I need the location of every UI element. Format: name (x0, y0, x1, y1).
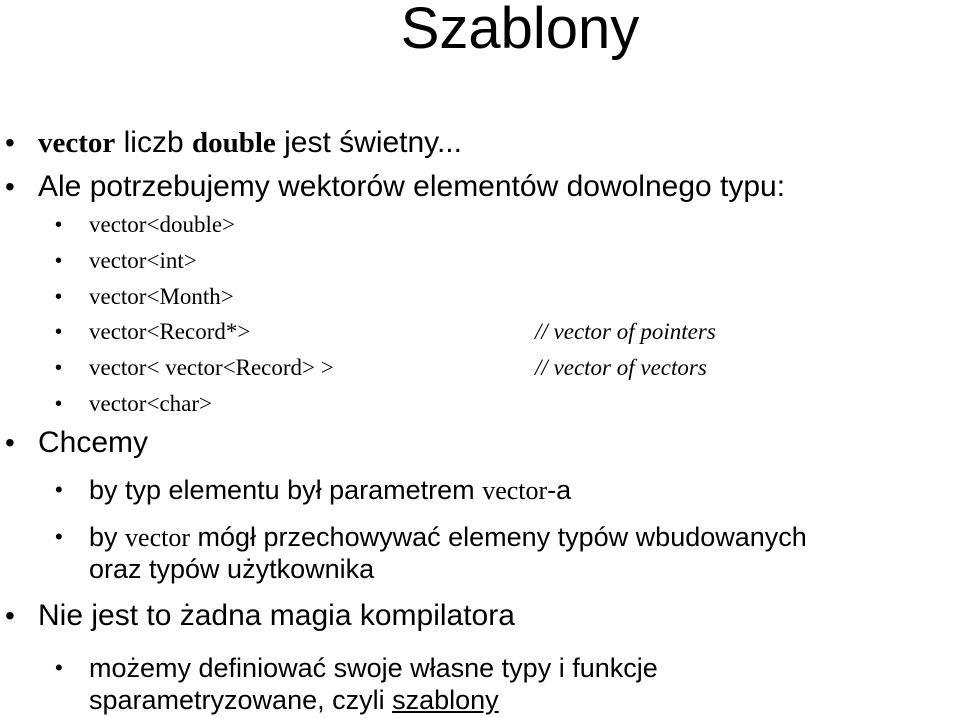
item-store-types-line2: oraz typów użytkownika (89, 554, 375, 584)
slide-title: Szablony (400, 0, 640, 61)
text: liczb (115, 126, 192, 159)
item-element-type-param (89, 474, 571, 507)
bullet-icon: • (55, 321, 63, 343)
link-szablony[interactable]: szablony (392, 685, 499, 715)
item-define-types-line2 (89, 684, 499, 716)
bullet-icon: • (55, 524, 63, 549)
bullet-icon: • (55, 214, 63, 236)
bullet-vector-double (38, 126, 462, 160)
item-store-types (89, 521, 807, 554)
text: by (89, 522, 126, 552)
bullet-icon: • (55, 357, 63, 379)
code-vector: vector (38, 127, 116, 159)
vector-int: vector<int> (89, 248, 197, 273)
bullet-icon: • (5, 171, 15, 202)
comment-vectors: // vector of vectors (535, 355, 707, 380)
bullet-icon: • (55, 655, 63, 680)
vector-month: vector<Month> (89, 284, 234, 309)
bullet-icon: • (55, 393, 63, 415)
bullet-icon: • (5, 600, 15, 631)
bullet-icon: • (55, 286, 63, 308)
vector-char: vector<char> (89, 391, 212, 416)
item-define-types: możemy definiować swoje własne typy i funkcje (89, 653, 658, 683)
vector-record-ptr: vector<Record*> (89, 319, 251, 344)
vector-double: vector<double> (89, 212, 236, 237)
comment-pointers: // vector of pointers (535, 319, 716, 344)
text: mógł przechowywać elemeny typów wbudowanych (190, 522, 807, 552)
vector-vector-record: vector< vector<Record> > (89, 355, 334, 380)
text: sparametryzowane, czyli (89, 685, 393, 715)
bullet-icon: • (55, 250, 63, 272)
bullet-icon: • (5, 427, 15, 458)
code-double: double (191, 127, 276, 159)
text: by typ elementu był parametrem (89, 475, 483, 505)
text: -a (547, 475, 572, 505)
code-vector: vector (482, 476, 548, 505)
bullet-no-magic: Nie jest to żadna magia kompilatora (38, 599, 515, 632)
text: jest świetny... (275, 126, 462, 159)
bullet-need-vectors: Ale potrzebujemy wektorów elementów dowolnego typu: (38, 170, 786, 203)
code-vector: vector (125, 523, 190, 552)
bullet-icon: • (55, 477, 63, 502)
bullet-chcemy: Chcemy (38, 426, 149, 459)
bullet-icon: • (5, 127, 15, 158)
